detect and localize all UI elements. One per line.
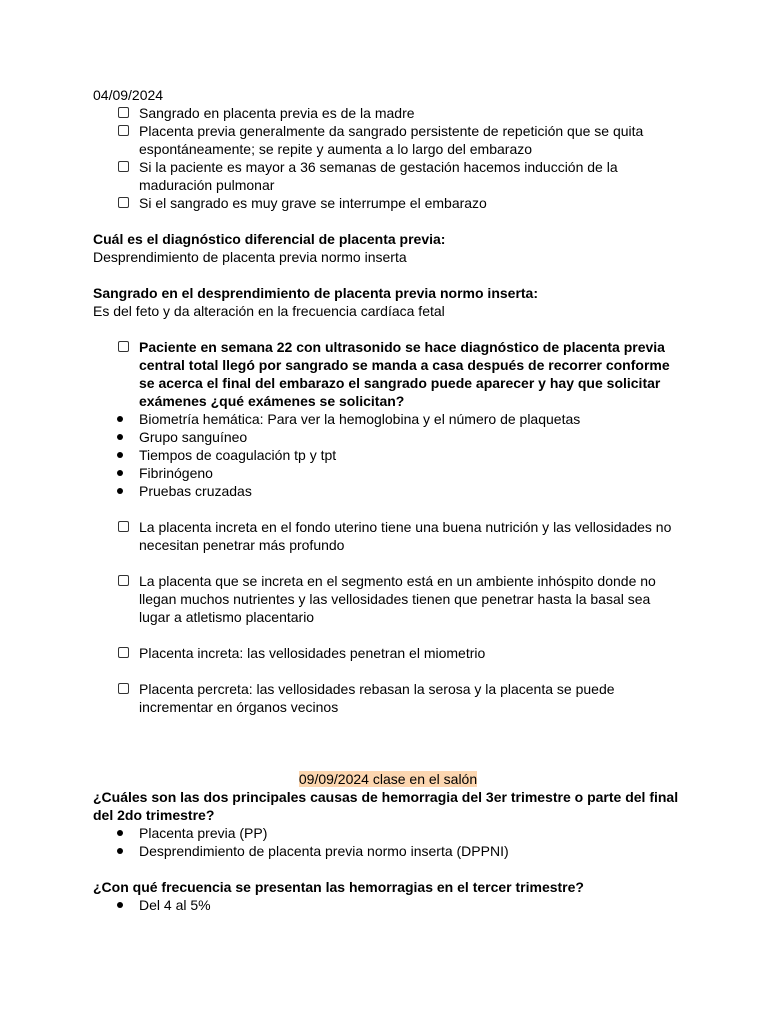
checklist-item: Si el sangrado es muy grave se interrumpe el embarazo [93, 194, 683, 212]
checklist-percreta [93, 680, 683, 716]
checkbox-icon[interactable] [118, 197, 129, 208]
date-heading: 04/09/2024 [93, 87, 164, 103]
checklist-intro [93, 104, 683, 212]
list-item: Del 4 al 5% [93, 896, 683, 914]
checklist-increta [93, 644, 683, 662]
checklist-item: Placenta previa generalmente da sangrado persistente de repetición que se quita espontáneamente; se repite y aumenta a lo largo del embarazo [93, 122, 683, 158]
checklist-item: Placenta percreta: las vellosidades rebasan la serosa y la placenta se puede incrementar en órganos vecinos [93, 680, 683, 716]
question-frequency-title: ¿Con qué frecuencia se presentan las hemorragias en el tercer trimestre? [93, 879, 584, 895]
list-item: Fibrinógeno [93, 464, 683, 482]
checklist-case [93, 338, 683, 410]
question-bleeding-title: Sangrado en el desprendimiento de placenta previa normo inserta: [93, 285, 538, 301]
bullet-icon [117, 434, 123, 440]
list-item: Placenta previa (PP) [93, 824, 683, 842]
exam-list [93, 410, 683, 500]
checklist-segment [93, 572, 683, 626]
list-item: Desprendimiento de placenta previa normo inserta (DPPNI) [93, 842, 683, 860]
document-page [93, 86, 683, 914]
bullet-icon [117, 470, 123, 476]
checklist-item: La placenta increta en el fondo uterino tiene una buena nutrición y las vellosidades no necesitan penetrar más profundo [93, 518, 683, 554]
checklist-item: Si la paciente es mayor a 36 semanas de gestación hacemos inducción de la maduración pulmonar [93, 158, 683, 194]
bullet-icon [117, 902, 123, 908]
checklist-item: Sangrado en placenta previa es de la madre [93, 104, 683, 122]
bullet-icon [117, 488, 123, 494]
bullet-icon [117, 830, 123, 836]
bullet-icon [117, 452, 123, 458]
list-item: Pruebas cruzadas [93, 482, 683, 500]
checklist-item: La placenta que se increta en el segmento está en un ambiente inhóspito donde no llegan muchos nutrientes y las vellosidades tienen que penetrar hasta la basal sea lugar a atletismo placentario [93, 572, 683, 626]
section-title [93, 770, 683, 788]
question-causes-title: ¿Cuáles son las dos principales causas de hemorragia del 3er trimestre o parte del final del 2do trimestre? [93, 789, 679, 823]
checkbox-icon[interactable] [118, 683, 129, 694]
checklist-fundus [93, 518, 683, 554]
highlighted-date-title: 09/09/2024 clase en el salón [298, 771, 478, 787]
checklist-item-case: Paciente en semana 22 con ultrasonido se hace diagnóstico de placenta previa central total llegó por sangrado se manda a casa después de recorrer conforme se acerca el final del embarazo el sangrado puede aparecer y hay que solicitar exámenes ¿qué exámenes se solicitan? [93, 338, 683, 410]
checkbox-icon[interactable] [118, 575, 129, 586]
bullet-icon [117, 848, 123, 854]
checkbox-icon[interactable] [118, 521, 129, 532]
bullet-icon [117, 416, 123, 422]
checkbox-icon[interactable] [118, 107, 129, 118]
question-differential-answer: Desprendimiento de placenta previa normo inserta [93, 249, 407, 265]
checkbox-icon[interactable] [118, 125, 129, 136]
list-item: Tiempos de coagulación tp y tpt [93, 446, 683, 464]
question-differential-title: Cuál es el diagnóstico diferencial de placenta previa: [93, 231, 446, 247]
list-item: Biometría hemática: Para ver la hemoglobina y el número de plaquetas [93, 410, 683, 428]
list-item: Grupo sanguíneo [93, 428, 683, 446]
question-bleeding-answer: Es del feto y da alteración en la frecuencia cardíaca fetal [93, 303, 445, 319]
causes-list [93, 824, 683, 860]
checklist-item: Placenta increta: las vellosidades penetran el miometrio [93, 644, 683, 662]
checkbox-icon[interactable] [118, 161, 129, 172]
checkbox-icon[interactable] [118, 341, 129, 352]
frequency-list [93, 896, 683, 914]
checkbox-icon[interactable] [118, 647, 129, 658]
